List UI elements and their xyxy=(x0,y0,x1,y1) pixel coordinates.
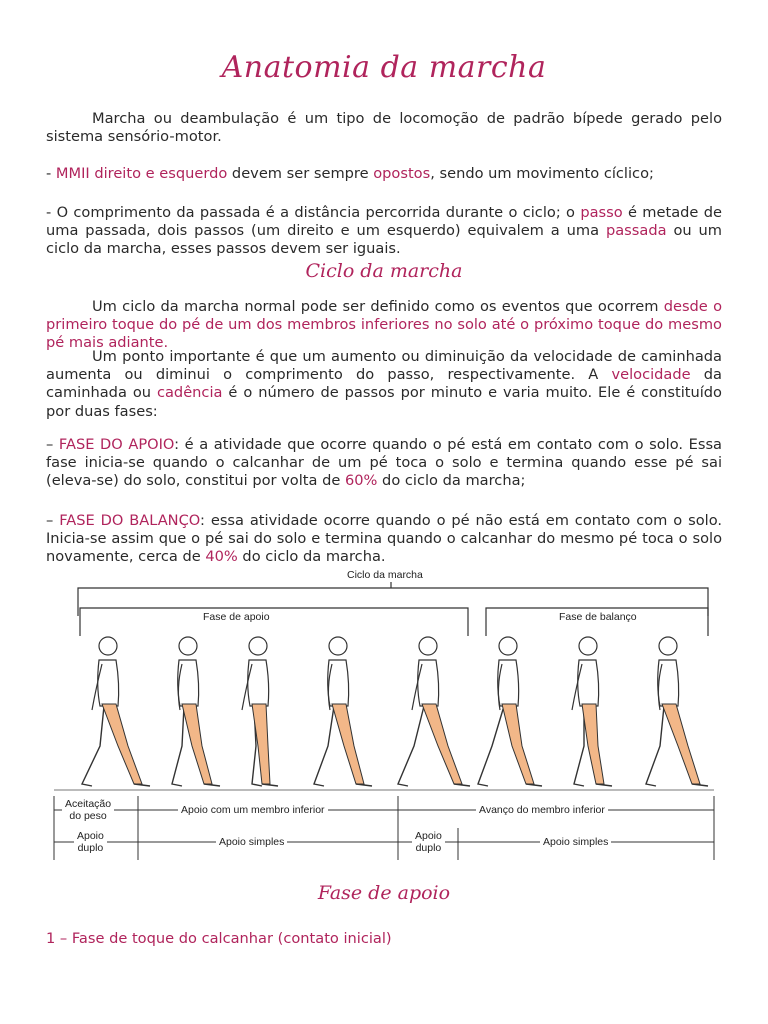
walking-figure xyxy=(242,637,278,786)
walking-figure xyxy=(82,637,150,786)
highlight-passada: passada xyxy=(605,222,667,240)
ciclo-paragraph-2: Um ponto importante é que um aumento ou diminuição da velocidade de caminhada aumenta ou diminui o comprimento do passo, respectivamente. A velocidade da caminhada ou cadência é o número de passos por minuto e varia muito. Ele é constituído por duas fases: xyxy=(46,348,722,420)
highlight-fase-apoio: FASE DO APOIO xyxy=(58,436,175,453)
highlight-definicao: desde o primeiro toque do pé de um dos membros inferiores no solo até o próximo toque do mesmo pé mais adiante. xyxy=(46,298,723,352)
label-fase-apoio: Fase de apoio xyxy=(200,611,273,623)
page-title: Anatomia da marcha xyxy=(221,50,547,85)
highlight-60-percent: 60% xyxy=(344,472,378,490)
highlight-velocidade: velocidade xyxy=(611,366,691,384)
fase-balanco-paragraph: – FASE DO BALANÇO: essa atividade ocorre quando o pé não está em contato com o solo. Inicia-se assim que o pé sai do solo e termina quando o calcanhar do mesmo pé toca o solo novamente, cerca de 40% do ciclo da marcha. xyxy=(46,512,723,566)
bullet-comprimento: - O comprimento da passada é a distância percorrida durante o ciclo; o passo é metade de uma passada, dois passos (um direito e um esquerdo) equivalem a uma passada ou um ciclo da marcha, esses passos devem ser iguais. xyxy=(46,204,722,258)
bullet-mmii: - MMII direito e esquerdo devem ser sempre opostos, sendo um movimento cíclico; xyxy=(46,165,654,182)
label-avanco-membro: Avanço do membro inferior xyxy=(476,804,608,816)
highlight-mmii: MMII direito e esquerdo xyxy=(55,165,228,182)
highlight-opostos: opostos xyxy=(373,165,431,182)
section-title-ciclo: Ciclo da marcha xyxy=(305,260,463,282)
label-apoio-duplo-2: Apoio duplo xyxy=(412,830,445,854)
label-apoio-um-membro: Apoio com um membro inferior xyxy=(178,804,328,816)
walking-figure xyxy=(572,637,612,786)
highlight-fase-balanco: FASE DO BALANÇO xyxy=(59,512,201,529)
walking-figure xyxy=(314,637,372,786)
highlight-40-percent: 40% xyxy=(205,548,238,566)
heading-toque-calcanhar: 1 – Fase de toque do calcanhar (contato inicial) xyxy=(46,930,392,947)
label-apoio-simples-2: Apoio simples xyxy=(540,836,611,848)
walking-figure xyxy=(172,637,220,786)
fase-apoio-paragraph: – FASE DO APOIO: é a atividade que ocorre quando o pé está em contato com o solo. Essa fase inicia-se quando o calcanhar de um pé toca o solo e termina quando esse pé sai (eleva-se) do solo, constitui por volta de 60% do ciclo da marcha; xyxy=(46,436,722,490)
section-title-fase-apoio: Fase de apoio xyxy=(317,882,451,904)
walking-figures xyxy=(82,637,708,786)
gait-cycle-diagram xyxy=(48,566,720,866)
label-aceitacao-peso: Aceitação do peso xyxy=(62,798,114,822)
label-fase-balanco: Fase de balanço xyxy=(556,611,640,623)
diagram-title-ciclo: Ciclo da marcha xyxy=(344,569,426,581)
walking-figure xyxy=(478,637,542,786)
walking-figure xyxy=(398,637,470,786)
highlight-passo: passo xyxy=(580,204,623,221)
intro-paragraph xyxy=(46,110,722,146)
intro-text: Marcha ou deambulação é um tipo de locomoção de padrão bípede gerado pelo sistema sensório-motor. xyxy=(46,110,722,146)
walking-figure xyxy=(646,637,708,786)
ciclo-paragraph-1: Um ciclo da marcha normal pode ser definido como os eventos que ocorrem desde o primeiro toque do pé de um dos membros inferiores no solo até o próximo toque do mesmo pé mais adiante. xyxy=(46,298,723,352)
highlight-cadencia: cadência xyxy=(156,384,223,402)
label-apoio-duplo-1: Apoio duplo xyxy=(74,830,107,854)
label-apoio-simples-1: Apoio simples xyxy=(216,836,287,848)
